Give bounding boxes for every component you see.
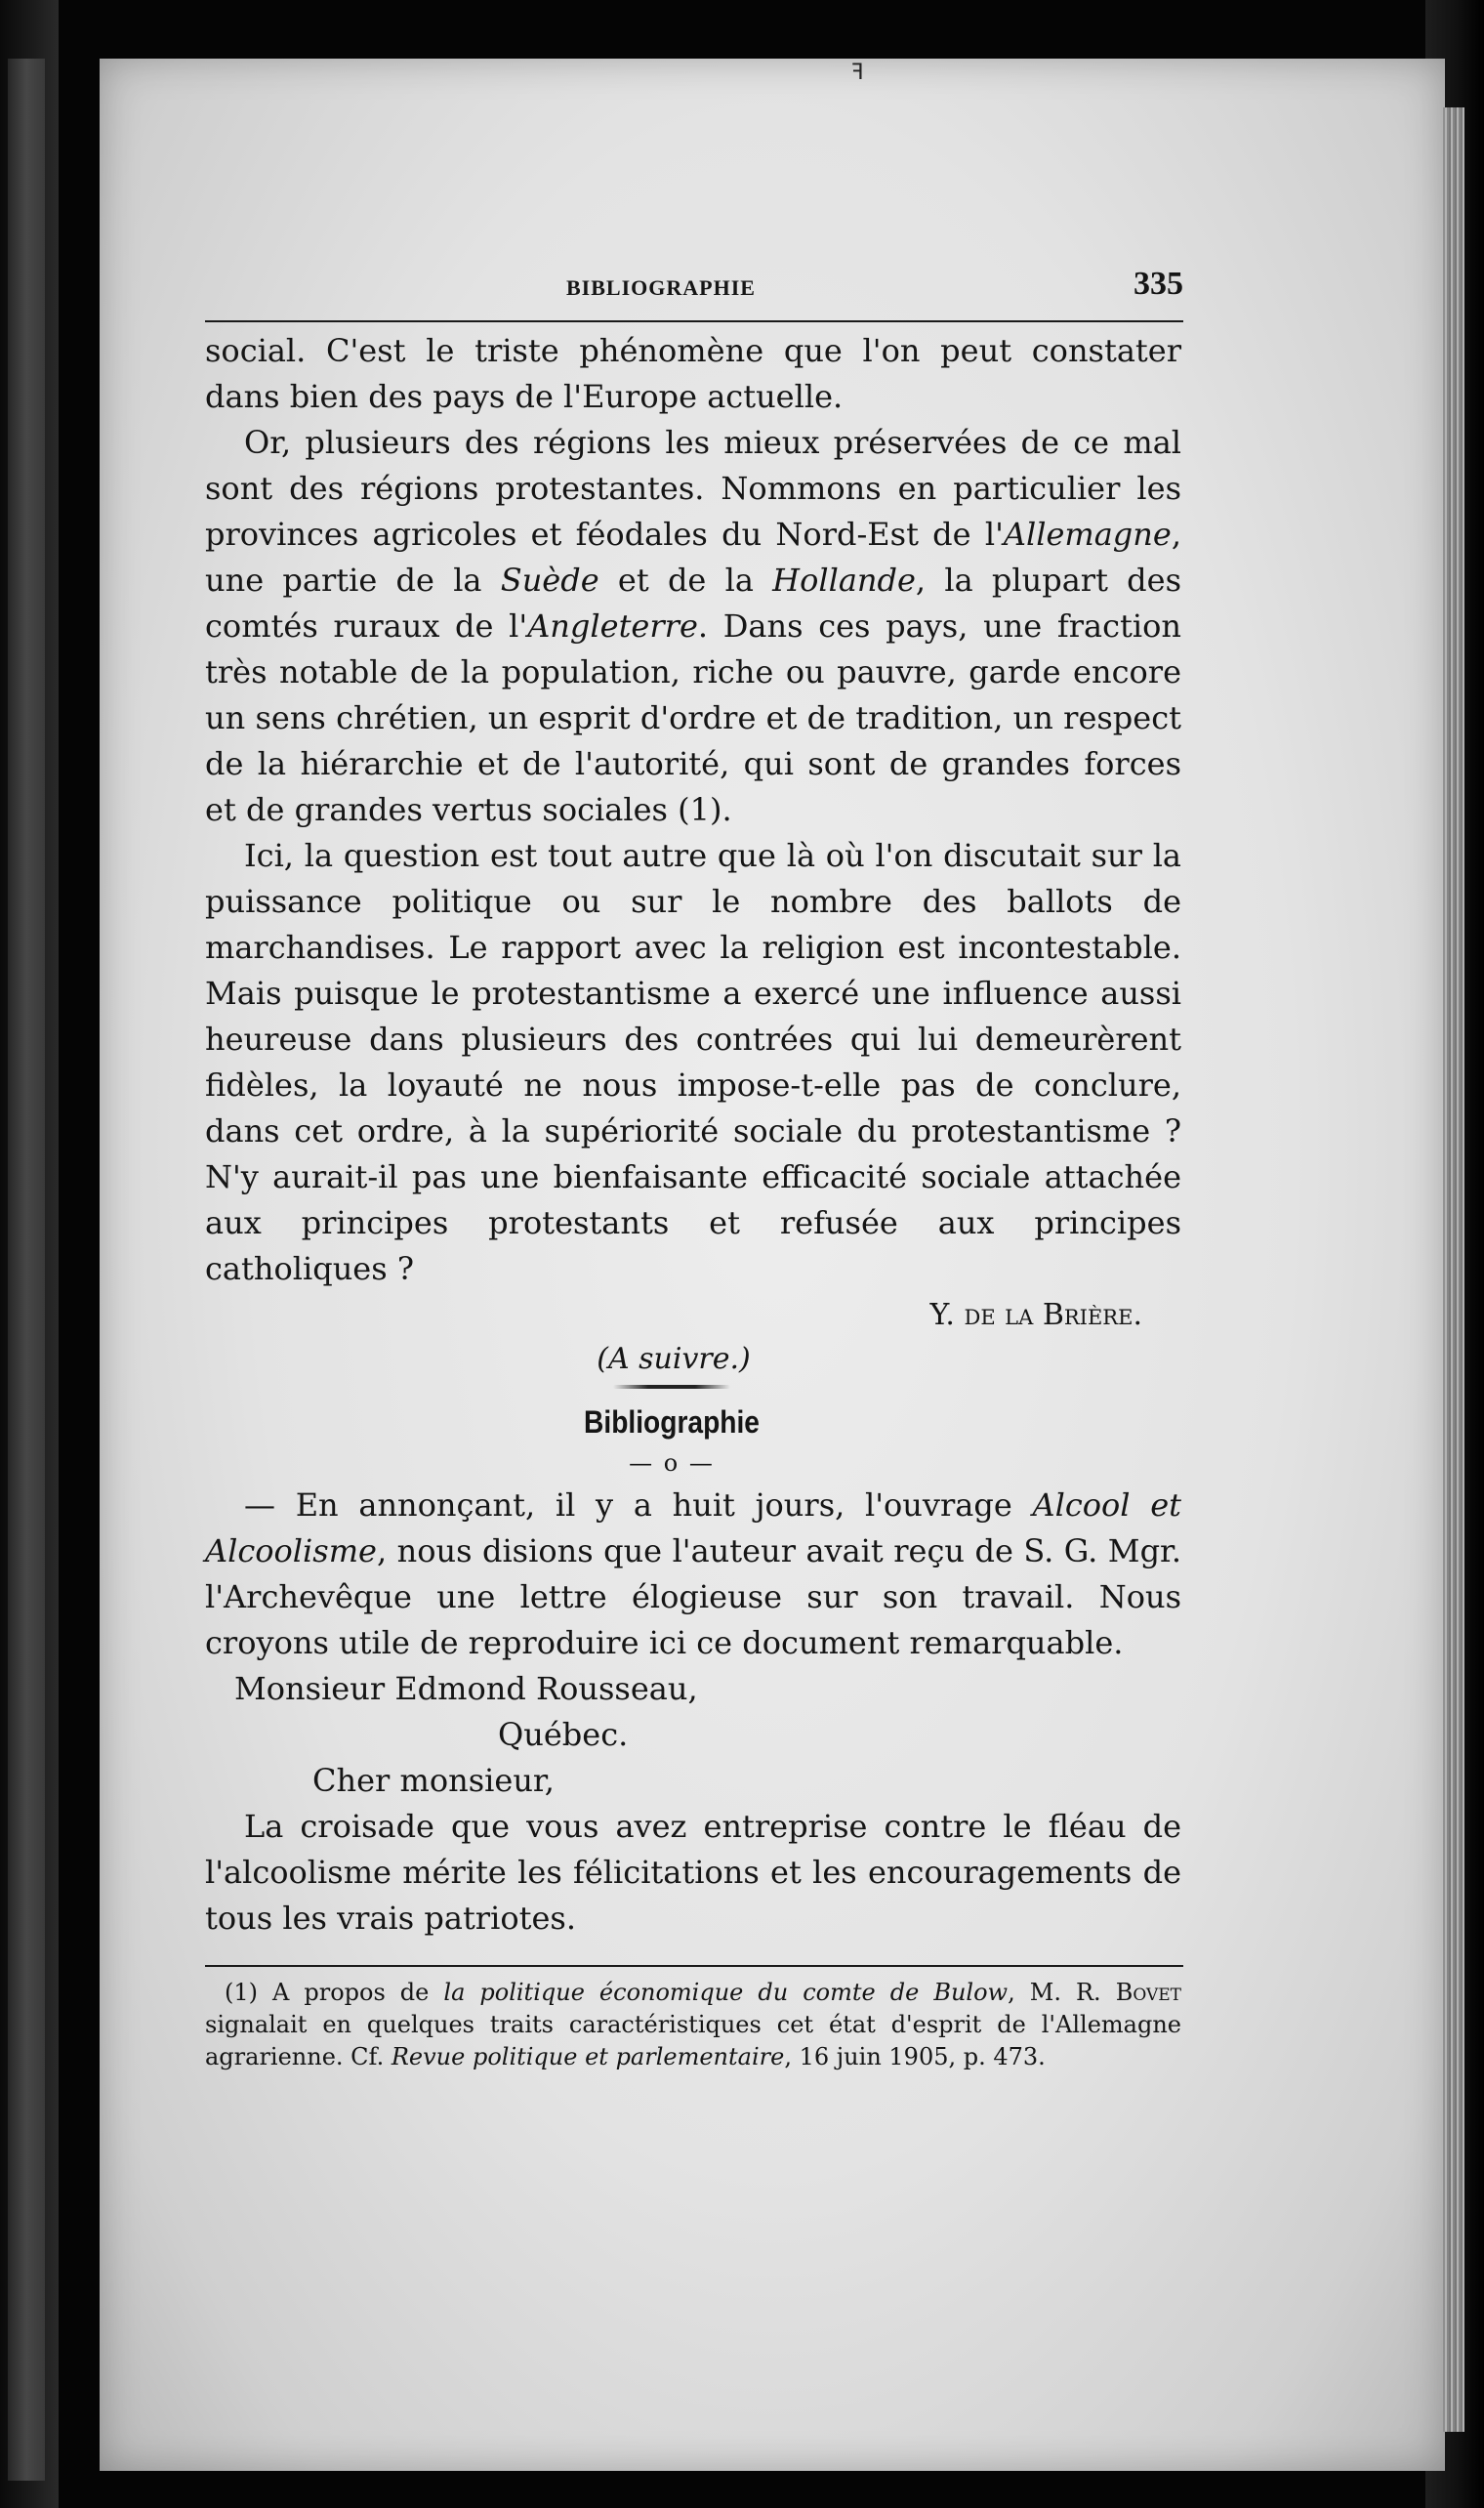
author-name: Bovet (1115, 1979, 1182, 2006)
page-text (205, 264, 1181, 2073)
running-head (205, 264, 1181, 313)
paragraph-question: Ici, la question est tout autre que là où l'on discutait sur la puissance politique ou sur le nombre des ballots de marchandises. Le rapport avec la religion est incontestable. Mais puisque le protestantisme a exercé une influence aussi heureuse dans plusieurs des contrées qui lui demeurèrent fidèles, la loyauté ne nous impose-t-elle pas de conclure, dans cet ordre, à la supériorité sociale du protestantisme ? N'y aurait-il pas une bienfaisante efficacité sociale attachée aux principes protestants et refusée aux principes catholiques ? (205, 837, 1181, 1287)
text-run: signalait en quelques traits caractéristiques cet état d'esprit de l'Allemagne agrarienne. Cf. (205, 2011, 1181, 2070)
paragraph-crusade: La croisade que vous avez entreprise contre le fléau de l'alcoolisme mérite les félicitations et les encouragements de tous les vrais patriotes. (205, 1808, 1181, 1937)
facing-page-edge (8, 59, 45, 2481)
footnote-rule (205, 1965, 1183, 1967)
running-title: BIBLIOGRAPHIE (566, 275, 756, 300)
paragraph-regions (205, 420, 1181, 833)
place-name: Angleterre (527, 607, 698, 645)
place-name: Suède (500, 562, 599, 599)
header-rule (205, 320, 1183, 322)
paragraph-announcement (205, 1483, 1181, 1666)
place-name: Allemagne (1003, 516, 1172, 553)
text-run: Or, plusieurs des régions les mieux préservées de ce mal sont des régions protestantes. Nommons en particulier les provinces agricoles et féodales du Nord-Est de l' (205, 424, 1181, 553)
journal-title: Revue politique et parlementaire (391, 2043, 785, 2070)
text-run: , la plupart des comtés ruraux de l' (205, 562, 1182, 645)
to-be-continued: (A suivre.) (597, 1342, 751, 1376)
section-separator: — o — (629, 1449, 715, 1477)
text-run: . Dans ces pays, une fraction très notable de la population, riche ou pauvre, garde encore un sens chrétien, un esprit d'ordre et de tradition, un respect de la hiérarchie et de l'autorité, qui sont de grandes forces et de grandes vertus sociales (1). (205, 607, 1182, 828)
place-name: Hollande (772, 562, 916, 599)
text-run: et de la (598, 562, 773, 599)
work-title: la politique économique du comte de Bulow (443, 1979, 1009, 2006)
text-run: (1) A propos de (225, 1979, 444, 2006)
paragraph-social: social. C'est le triste phénomène que l'on peut constater dans bien des pays de l'Europe actuelle. (205, 332, 1181, 415)
book-title: Alcool et Alcoolisme (205, 1486, 1182, 1569)
ornament-divider (613, 1385, 730, 1389)
text-run: , une partie de la (205, 516, 1181, 599)
text-run: , 16 juin 1905, p. 473. (784, 2043, 1046, 2070)
letter-addressee: Monsieur Edmond Rousseau, (234, 1670, 698, 1707)
section-heading: Bibliographie (584, 1404, 760, 1440)
author-signature: Y. de la Brière. (929, 1298, 1142, 1332)
letter-salutation: Cher monsieur, (312, 1762, 555, 1799)
page-stack-edge (1443, 107, 1464, 2432)
top-scan-mark: ꟻ (851, 61, 864, 85)
page-number: 335 (1134, 266, 1183, 302)
text-run: , M. R. (1008, 1979, 1116, 2006)
text-run: — En annonçant, il y a huit jours, l'ouvrage (244, 1486, 1033, 1524)
letter-city: Québec. (498, 1716, 629, 1753)
text-run: , nous disions que l'auteur avait reçu de S. G. Mgr. l'Archevêque une lettre élogieuse sur son travail. Nous croyons utile de reproduire ici ce document remarquable. (205, 1532, 1181, 1661)
footnote (205, 1977, 1181, 2073)
